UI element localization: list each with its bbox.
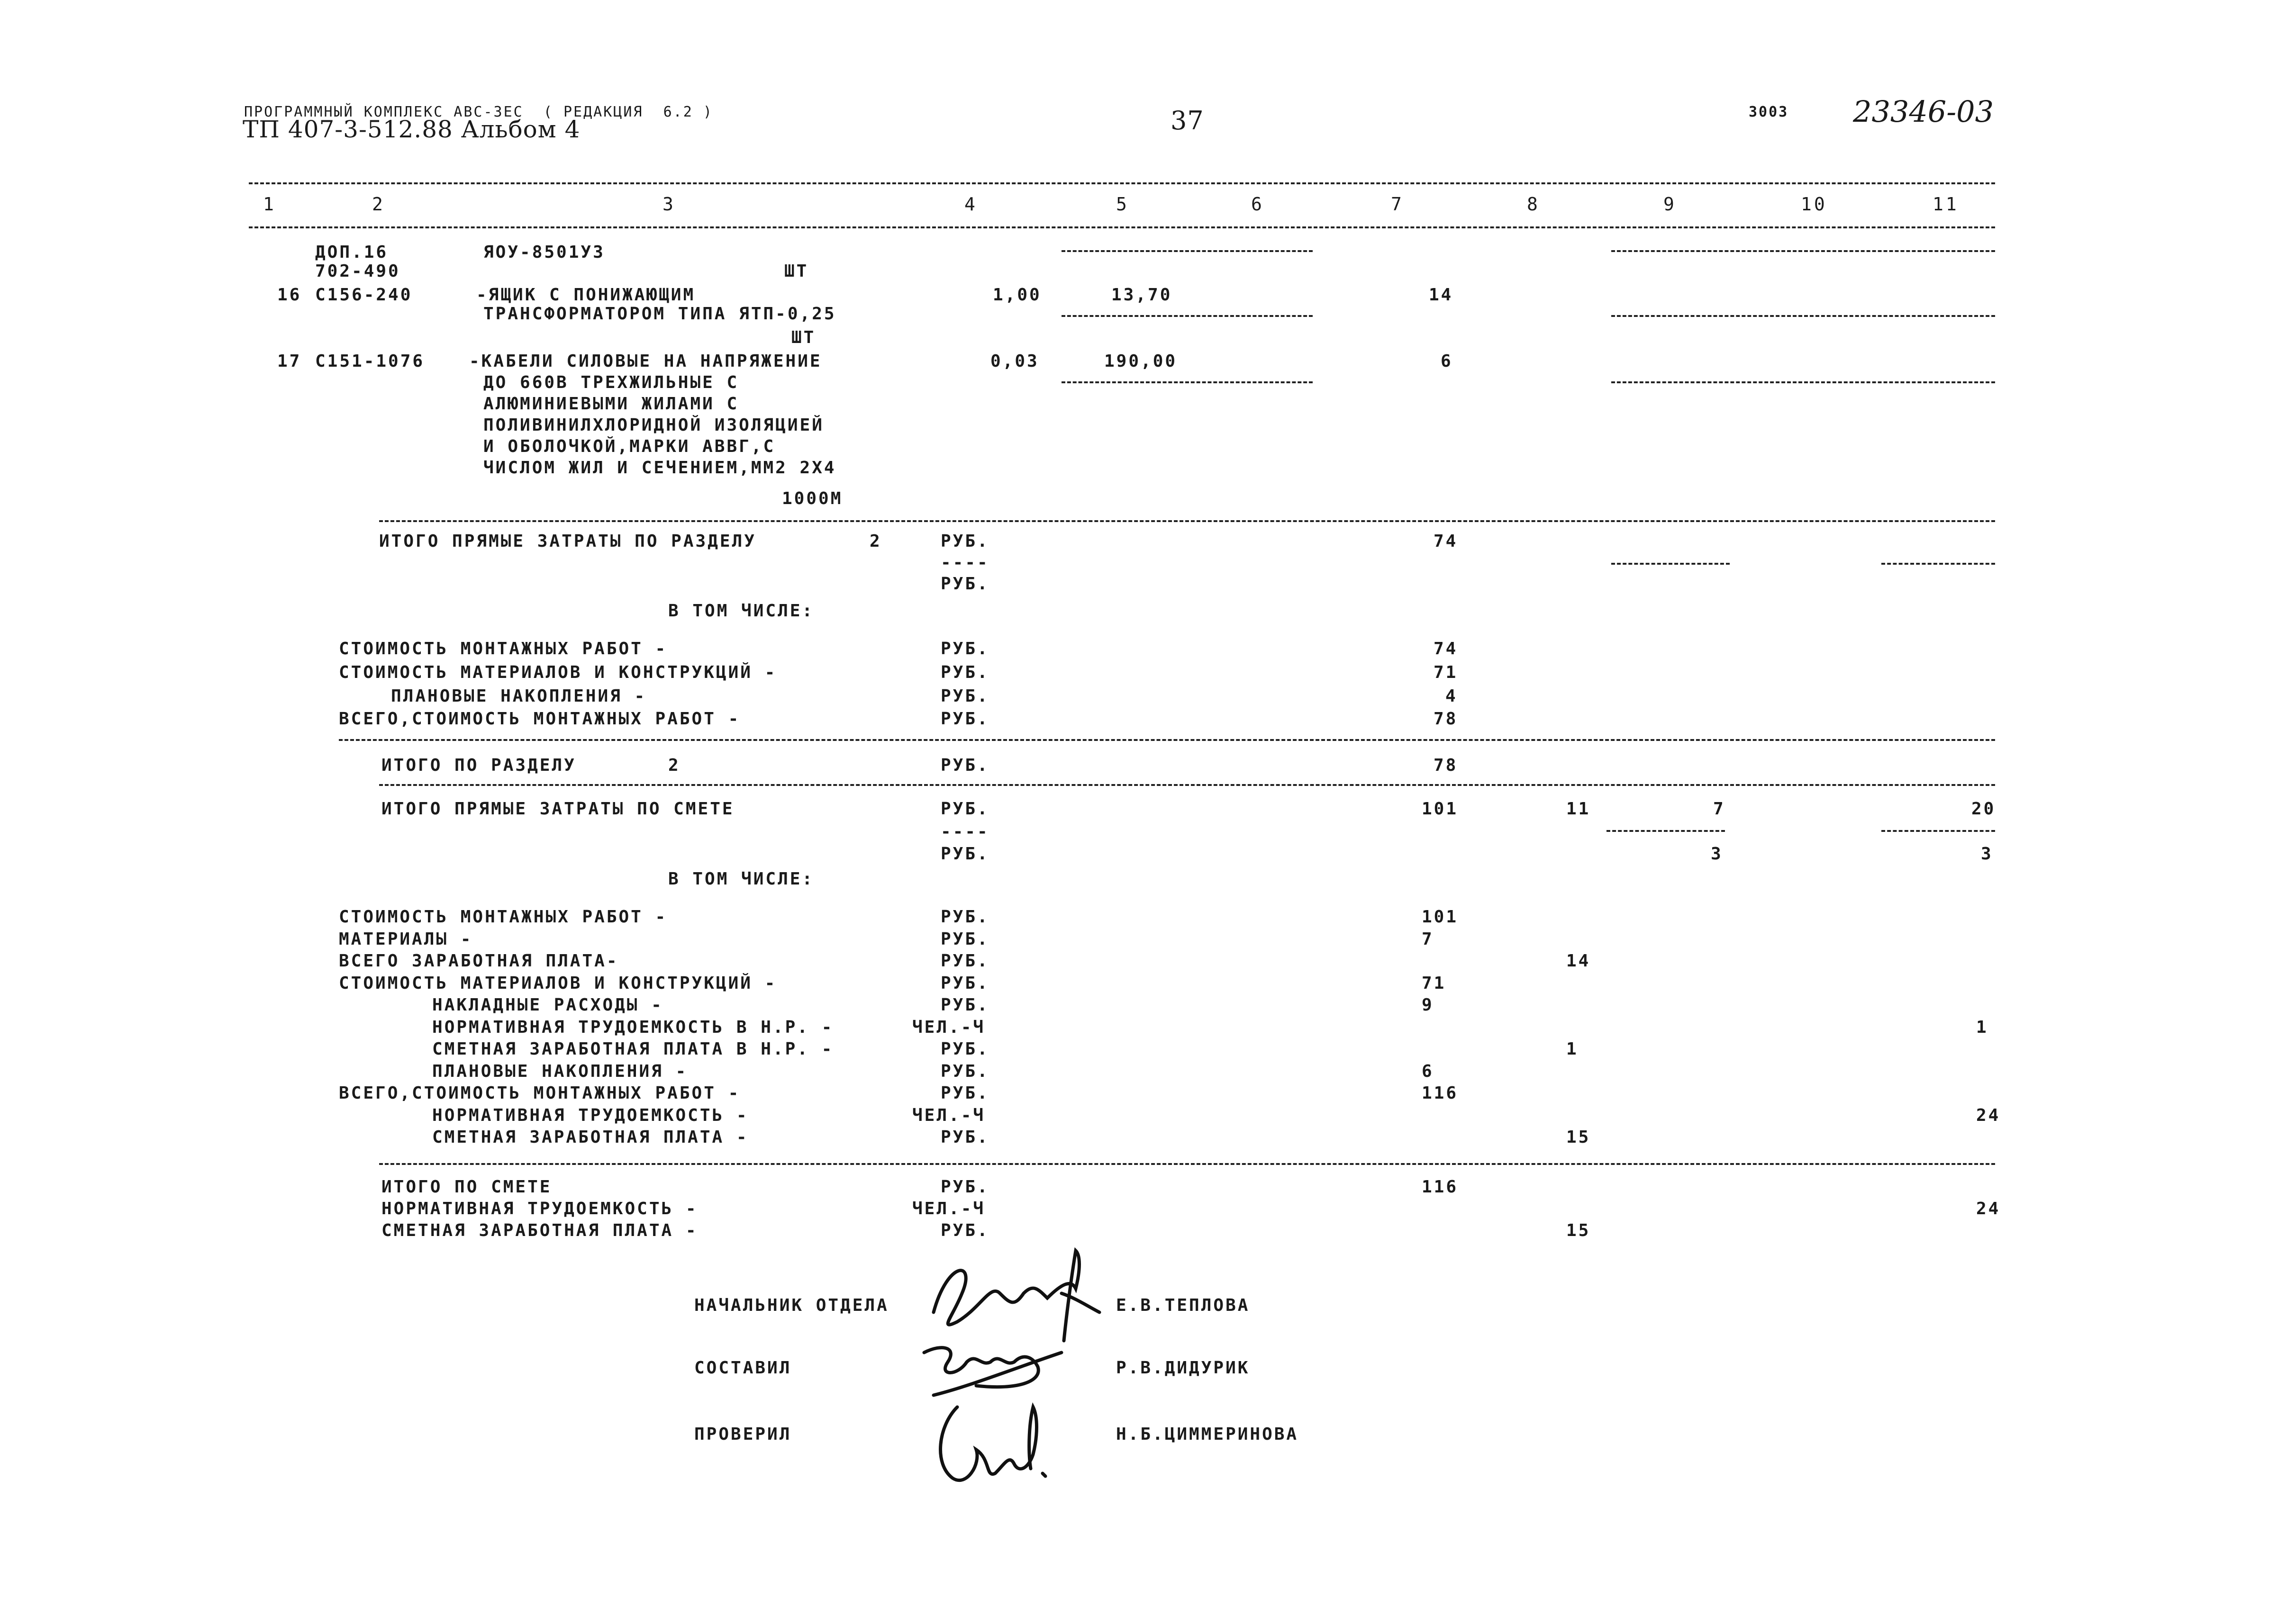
value-col-7: 116 [1422, 1083, 1459, 1103]
unit-label: РУБ. [941, 756, 989, 775]
col-11: 11 [1933, 194, 1959, 215]
unit-dash: ---- [941, 553, 989, 572]
row-name: АЛЮМИНИЕВЫМИ ЖИЛАМИ С [483, 394, 739, 414]
unit-label: РУБ. [941, 995, 989, 1015]
breakdown-label: ИТОГО ПО СМЕТЕ [381, 1177, 552, 1197]
unit-label: РУБ. [941, 844, 989, 864]
unit-label: РУБ. [941, 1128, 989, 1147]
unit-label: ЧЕЛ.-Ч [912, 1199, 986, 1218]
value-col-7: 101 [1422, 907, 1459, 927]
header-rule-top [249, 182, 1995, 184]
unit-label: РУБ. [941, 973, 989, 993]
section-total-value: 78 [1434, 756, 1458, 775]
signature-role: СОСТАВИЛ [694, 1358, 792, 1378]
row-unit: 1000М [782, 489, 843, 508]
section-total-label: ИТОГО ПО РАЗДЕЛУ [381, 756, 576, 775]
row-name: ПОЛИВИНИЛХЛОРИДНОЙ ИЗОЛЯЦИЕЙ [483, 415, 824, 435]
estimate-direct-label: ИТОГО ПРЯМЫЕ ЗАТРАТЫ ПО СМЕТЕ [381, 799, 735, 819]
value-col-8: 1 [1566, 1039, 1579, 1059]
row-number: 17 [277, 352, 302, 371]
row-unit: ШТ [791, 328, 816, 347]
unit-label: РУБ. [941, 1221, 989, 1240]
section-number: 2 [668, 756, 681, 775]
breakdown-label: НОРМАТИВНАЯ ТРУДОЕМКОСТЬ - [381, 1199, 698, 1218]
value-col-7: 116 [1422, 1177, 1459, 1197]
row-name: ТРАНСФОРМАТОРОМ ТИПА ЯТП-0,25 [483, 304, 836, 324]
value-col-8: 14 [1566, 951, 1591, 971]
col-5: 5 [1116, 194, 1129, 215]
cell-rule [1062, 315, 1313, 317]
value-col-8: 15 [1566, 1128, 1591, 1147]
value-col-8: 15 [1566, 1221, 1591, 1240]
row-name: -ЯЩИК С ПОНИЖАЮЩИМ [476, 285, 696, 305]
unit-label: РУБ. [941, 1061, 989, 1081]
cell-rule [1611, 381, 1995, 383]
cell-rule [1611, 250, 1995, 252]
row-name: ЧИСЛОМ ЖИЛ И СЕЧЕНИЕМ,ММ2 2Х4 [483, 458, 836, 478]
section-rule [339, 739, 1995, 741]
cell-rule [1611, 315, 1995, 317]
unit-label: РУБ. [941, 951, 989, 971]
unit-label: ЧЕЛ.-Ч [912, 1105, 986, 1125]
program-line: ПРОГРАММНЫЙ КОМПЛЕКС АВС-3ЕС ( РЕДАКЦИЯ 6.2 ) [244, 104, 713, 120]
breakdown-label: ВСЕГО,СТОИМОСТЬ МОНТАЖНЫХ РАБОТ - [339, 1083, 741, 1103]
header-rule-bottom [249, 226, 1995, 228]
breakdown-label: НОРМАТИВНАЯ ТРУДОЕМКОСТЬ В Н.Р. - [396, 1017, 834, 1037]
estimate-value: 20 [1971, 799, 1996, 819]
breakdown-label: ВСЕГО,СТОИМОСТЬ МОНТАЖНЫХ РАБОТ - [339, 709, 741, 729]
col-4: 4 [964, 194, 978, 215]
cell-rule [1062, 381, 1313, 383]
unit-label: РУБ. [941, 1083, 989, 1103]
col-6: 6 [1251, 194, 1264, 215]
breakdown-label: СМЕТНАЯ ЗАРАБОТНАЯ ПЛАТА В Н.Р. - [396, 1039, 834, 1059]
row-price: 190,00 [1104, 352, 1178, 371]
unit-label: РУБ. [941, 639, 989, 659]
cell-rule [1606, 830, 1725, 832]
album-title: ТП 407-3-512.88 Альбом 4 [243, 116, 581, 143]
handwritten-signature-3 [929, 1398, 1071, 1492]
value-col-11: 24 [1976, 1199, 2001, 1218]
estimate-value: 11 [1566, 799, 1591, 819]
unit-label: РУБ. [941, 907, 989, 927]
breakdown-label: СТОИМОСТЬ МАТЕРИАЛОВ И КОНСТРУКЦИЙ - [339, 973, 777, 993]
including-heading: В ТОМ ЧИСЛЕ: [668, 601, 815, 621]
breakdown-label: СМЕТНАЯ ЗАРАБОТНАЯ ПЛАТА - [381, 1221, 698, 1240]
signature-name: Н.Б.ЦИММЕРИНОВА [1116, 1425, 1299, 1444]
breakdown-label: ПЛАНОВЫЕ НАКОПЛЕНИЯ - [391, 686, 647, 706]
unit-label: ЧЕЛ.-Ч [912, 1017, 986, 1037]
value-col-7: 6 [1422, 1061, 1434, 1081]
row-price-code: 702-490 [315, 262, 400, 281]
row-price: 13,70 [1111, 285, 1172, 305]
unit-label: РУБ. [941, 574, 989, 594]
col-3: 3 [662, 194, 676, 215]
signature-name: Е.В.ТЕПЛОВА [1116, 1296, 1250, 1315]
estimate-value: 3 [1711, 844, 1723, 864]
row-code: ДОП.16 [315, 243, 389, 262]
section-direct-value: 74 [1434, 532, 1458, 551]
signature-role: НАЧАЛЬНИК ОТДЕЛА [694, 1296, 889, 1315]
unit-label: РУБ. [941, 686, 989, 706]
breakdown-value: 71 [1434, 663, 1458, 682]
breakdown-value: 78 [1434, 709, 1458, 729]
header-code: 3003 [1749, 104, 1789, 120]
breakdown-label: СТОИМОСТЬ МОНТАЖНЫХ РАБОТ - [339, 907, 668, 927]
value-col-7: 9 [1422, 995, 1434, 1015]
value-col-7: 71 [1422, 973, 1446, 993]
estimate-value: 101 [1422, 799, 1459, 819]
unit-label: РУБ. [941, 709, 989, 729]
row-name: ЯОУ-8501У3 [483, 243, 605, 262]
row-name: ДО 660В ТРЕХЖИЛЬНЫЕ С [483, 373, 739, 392]
estimate-rule [379, 1163, 1995, 1165]
handwritten-signature-2 [915, 1334, 1071, 1405]
col-9: 9 [1663, 194, 1677, 215]
breakdown-label: ВСЕГО ЗАРАБОТНАЯ ПЛАТА- [339, 951, 619, 971]
cell-rule [1062, 250, 1313, 252]
unit-label: РУБ. [941, 929, 989, 949]
breakdown-label: СМЕТНАЯ ЗАРАБОТНАЯ ПЛАТА - [396, 1128, 749, 1147]
breakdown-label: МАТЕРИАЛЫ - [339, 929, 473, 949]
section-rule [379, 520, 1995, 522]
col-8: 8 [1527, 194, 1540, 215]
row-total: 6 [1441, 352, 1453, 371]
unit-label: РУБ. [941, 663, 989, 682]
value-col-11: 1 [1976, 1017, 1988, 1037]
signature-name: Р.В.ДИДУРИК [1116, 1358, 1250, 1378]
cell-rule [1611, 563, 1730, 565]
row-quantity: 1,00 [993, 285, 1042, 305]
col-2: 2 [372, 194, 385, 215]
estimate-value: 3 [1981, 844, 1993, 864]
signature-role: ПРОВЕРИЛ [694, 1425, 792, 1444]
unit-dash: ---- [941, 822, 989, 841]
col-7: 7 [1391, 194, 1404, 215]
cell-rule [1881, 563, 1995, 565]
page-number: 37 [1171, 106, 1204, 135]
row-unit: ШТ [784, 262, 809, 281]
breakdown-label: НАКЛАДНЫЕ РАСХОДЫ - [396, 995, 663, 1015]
handwritten-signature-1 [919, 1241, 1123, 1345]
unit-label: РУБ. [941, 799, 989, 819]
breakdown-value: 74 [1434, 639, 1458, 659]
unit-label: РУБ. [941, 1177, 989, 1197]
breakdown-label: СТОИМОСТЬ МАТЕРИАЛОВ И КОНСТРУКЦИЙ - [339, 663, 777, 682]
breakdown-value: 4 [1445, 686, 1458, 706]
col-1: 1 [263, 194, 276, 215]
cell-rule [1881, 830, 1995, 832]
unit-label: РУБ. [941, 1039, 989, 1059]
section-number: 2 [870, 532, 882, 551]
section-rule [379, 784, 1995, 786]
row-name: И ОБОЛОЧКОЙ,МАРКИ АВВГ,С [483, 437, 776, 456]
value-col-11: 24 [1976, 1105, 2001, 1125]
row-name: -КАБЕЛИ СИЛОВЫЕ НА НАПРЯЖЕНИЕ [469, 352, 822, 371]
col-10: 10 [1801, 194, 1827, 215]
unit-label: РУБ. [941, 532, 989, 551]
value-col-7: 7 [1422, 929, 1434, 949]
row-number: 16 [277, 285, 302, 305]
doc-number: 23346-03 [1853, 94, 1994, 129]
estimate-value: 7 [1713, 799, 1725, 819]
section-direct-label: ИТОГО ПРЯМЫЕ ЗАТРАТЫ ПО РАЗДЕЛУ [379, 532, 756, 551]
including-heading: В ТОМ ЧИСЛЕ: [668, 869, 815, 889]
breakdown-label: ПЛАНОВЫЕ НАКОПЛЕНИЯ - [396, 1061, 688, 1081]
row-total: 14 [1429, 285, 1453, 305]
breakdown-label: СТОИМОСТЬ МОНТАЖНЫХ РАБОТ - [339, 639, 668, 659]
row-code: С156-240 [315, 285, 413, 305]
row-code: С151-1076 [315, 352, 425, 371]
row-quantity: 0,03 [990, 352, 1039, 371]
breakdown-label: НОРМАТИВНАЯ ТРУДОЕМКОСТЬ - [396, 1105, 749, 1125]
